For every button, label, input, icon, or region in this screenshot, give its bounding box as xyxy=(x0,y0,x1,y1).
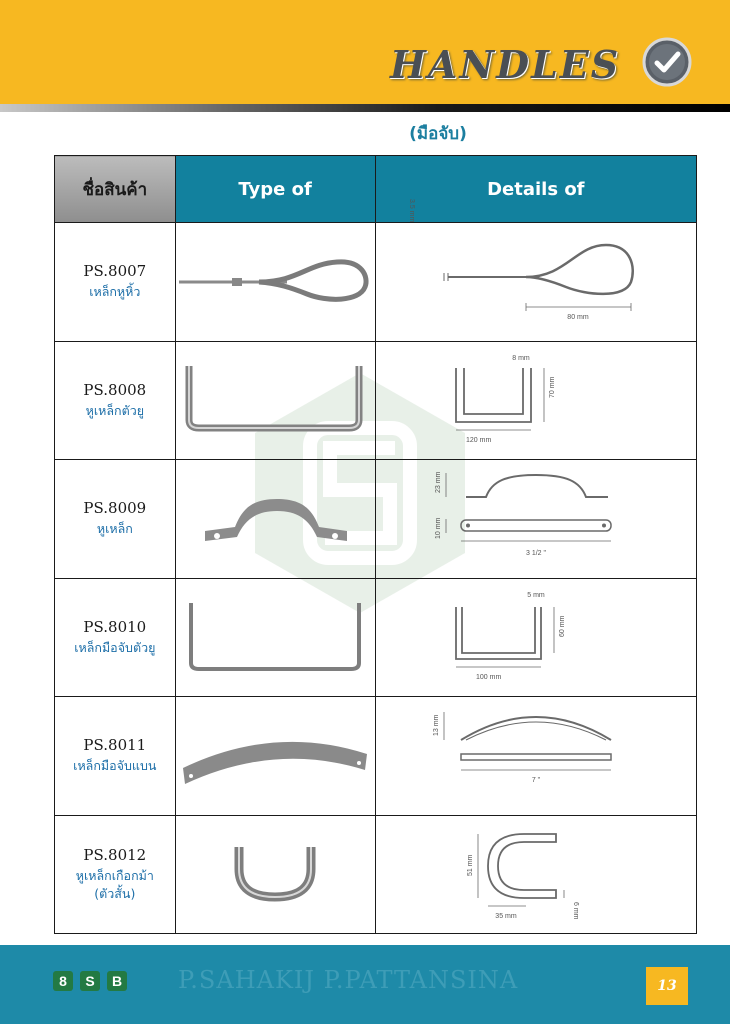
dim-label: 80 mm xyxy=(567,313,589,321)
checkmark-icon xyxy=(641,36,693,88)
column-header-type: Type of xyxy=(175,156,375,223)
table-row xyxy=(55,460,697,579)
product-code: PS.8008 xyxy=(83,380,147,399)
product-name-cell xyxy=(55,815,176,934)
product-photo xyxy=(177,597,373,677)
product-drawing-cell xyxy=(375,697,696,816)
product-code: PS.8007 xyxy=(83,262,147,281)
header-stripe xyxy=(0,104,730,112)
product-photo xyxy=(177,252,373,312)
product-photo xyxy=(177,839,373,909)
product-photo-cell xyxy=(175,815,375,934)
product-name: หูเหล็ก xyxy=(96,521,133,537)
dim-label: 23 mm xyxy=(434,471,442,493)
column-header-name: ชื่อสินค้า xyxy=(55,156,176,223)
page-subtitle: (มือจับ) xyxy=(409,124,467,144)
product-drawing-cell xyxy=(375,198,696,342)
page-number: 13 xyxy=(646,967,688,1005)
technical-drawing xyxy=(426,824,646,924)
header-band xyxy=(0,0,730,104)
product-code: PS.8009 xyxy=(83,499,147,518)
product-code: PS.8011 xyxy=(83,736,147,755)
product-photo-cell xyxy=(175,697,375,816)
product-drawing-cell xyxy=(375,815,696,934)
product-name-cell xyxy=(55,223,176,342)
product-name: หูเหล็กเกือกม้า xyxy=(75,867,154,883)
logo-icon: S xyxy=(80,971,100,991)
product-name-note: (ตัวสั้น) xyxy=(94,885,136,901)
product-name: เหล็กมือจับแบน xyxy=(73,758,157,774)
product-code: PS.8012 xyxy=(83,845,147,864)
dim-label: 13 mm xyxy=(432,714,440,736)
dim-label: 100 mm xyxy=(475,674,502,682)
product-name: เหล็กมือจับตัวยู xyxy=(74,639,156,655)
product-photo xyxy=(177,360,373,440)
table-row xyxy=(55,815,697,934)
product-photo-cell xyxy=(175,460,375,579)
table-row xyxy=(55,223,697,342)
logo-icon: 8 xyxy=(53,971,73,991)
technical-drawing xyxy=(426,350,646,450)
product-name-cell xyxy=(55,697,176,816)
table-row xyxy=(55,697,697,816)
dim-label: 120 mm xyxy=(465,437,492,445)
dim-label: 7 " xyxy=(531,776,540,784)
product-photo xyxy=(177,489,373,549)
dim-label: 70 mm xyxy=(548,376,556,399)
column-header-details: Details of xyxy=(375,156,696,223)
product-name-cell xyxy=(55,341,176,460)
products-table xyxy=(54,155,697,934)
product-drawing-cell xyxy=(375,578,696,697)
product-name-cell xyxy=(55,460,176,579)
product-photo-cell xyxy=(175,223,375,342)
footer-company: P.SAHAKIJ P.PATTANSINA xyxy=(178,966,519,994)
table-row xyxy=(55,578,697,697)
product-name-cell xyxy=(55,578,176,697)
technical-drawing xyxy=(426,587,646,687)
product-name: หูเหล็กตัวยู xyxy=(85,402,145,418)
product-photo xyxy=(177,726,373,786)
dim-label: 51 mm xyxy=(466,854,474,877)
product-drawing-cell xyxy=(375,460,696,579)
table-row xyxy=(55,341,697,460)
product-photo-cell xyxy=(175,578,375,697)
technical-drawing xyxy=(407,198,646,327)
dim-label: 35 mm xyxy=(495,913,517,921)
technical-drawing xyxy=(426,706,646,806)
table-header-row xyxy=(55,156,697,223)
product-drawing-cell xyxy=(375,341,696,460)
logo-icon: B xyxy=(107,971,127,991)
product-name: เหล็กหูหิ้ว xyxy=(89,284,141,300)
dim-label: 10 mm xyxy=(434,517,442,539)
page-title: HANDLES xyxy=(390,42,621,87)
technical-drawing xyxy=(426,469,646,569)
dim-label: 6 mm xyxy=(571,902,579,920)
dim-label: 5 mm xyxy=(527,592,545,600)
dim-label: 8 mm xyxy=(512,355,530,363)
product-photo-cell xyxy=(175,341,375,460)
product-code: PS.8010 xyxy=(83,617,147,636)
dim-label: 60 mm xyxy=(558,615,566,638)
dim-label: 3.5 mm xyxy=(407,198,415,223)
dim-label: 3 1/2 " xyxy=(525,549,546,557)
footer-logos xyxy=(53,971,134,991)
